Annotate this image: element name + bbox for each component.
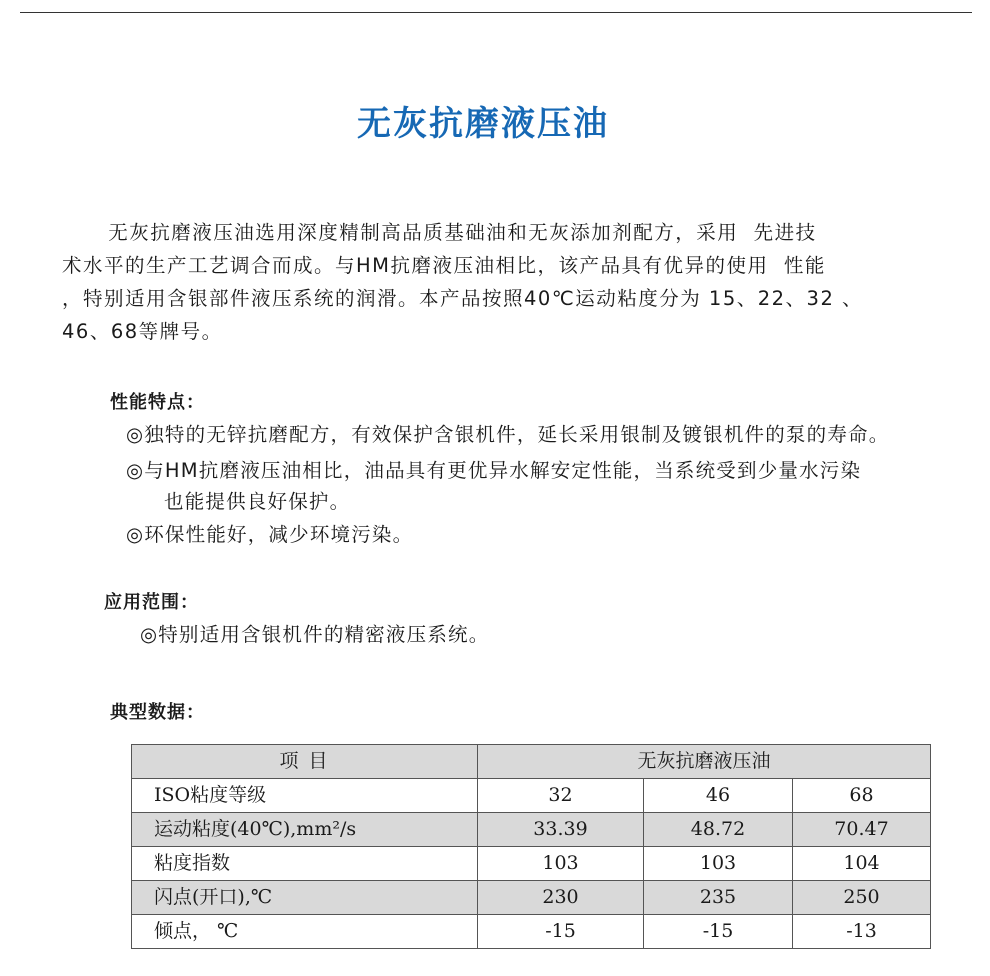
cell-value: 32 <box>478 779 644 813</box>
intro-line: 46、68等牌号。 <box>62 320 223 343</box>
cell-value: 103 <box>644 847 793 881</box>
cell-value: 230 <box>478 881 644 915</box>
cell-value: 33.39 <box>478 813 644 847</box>
feature-item: ◎独特的无锌抗磨配方，有效保护含银机件，延长采用银制及镀银机件的泵的寿命。 <box>126 423 890 446</box>
table-row <box>132 779 931 813</box>
top-divider <box>20 12 972 13</box>
header-product: 无灰抗磨液压油 <box>478 745 931 779</box>
feature-item: ◎环保性能好，减少环境污染。 <box>126 523 414 546</box>
cell-value: 46 <box>644 779 793 813</box>
cell-value: -15 <box>478 915 644 949</box>
table-row <box>132 847 931 881</box>
cell-value: -15 <box>644 915 793 949</box>
row-label: 运动粘度(40℃),mm²/s <box>132 813 478 847</box>
typical-data-table <box>131 744 931 949</box>
cell-value: 250 <box>793 881 931 915</box>
intro-paragraph <box>62 216 947 348</box>
feature-item: ◎与HM抗磨液压油相比，油品具有更优异水解安定性能，当系统受到少量水污染 <box>126 459 862 482</box>
features-heading: 性能特点： <box>110 392 205 413</box>
table-row <box>132 813 931 847</box>
intro-line: ，特别适用含银部件液压系统的润滑。本产品按照40℃运动粘度分为 15、22、32 、 <box>62 287 864 310</box>
header-item: 项 目 <box>132 745 478 779</box>
feature-item-continued: 也能提供良好保护。 <box>164 490 351 513</box>
row-label: 闪点(开口),℃ <box>132 881 478 915</box>
intro-line: 无灰抗磨液压油选用深度精制高品质基础油和无灰添加剂配方，采用 先进技 <box>62 221 817 244</box>
cell-value: -13 <box>793 915 931 949</box>
row-label: 倾点， ℃ <box>132 915 478 949</box>
cell-value: 235 <box>644 881 793 915</box>
cell-value: 68 <box>793 779 931 813</box>
cell-value: 48.72 <box>644 813 793 847</box>
table-header-row <box>132 745 931 779</box>
table-row <box>132 915 931 949</box>
cell-value: 103 <box>478 847 644 881</box>
page-title: 无灰抗磨液压油 <box>357 104 609 144</box>
table-row <box>132 881 931 915</box>
row-label: ISO粘度等级 <box>132 779 478 813</box>
cell-value: 104 <box>793 847 931 881</box>
application-heading: 应用范围： <box>104 592 199 613</box>
typical-data-heading: 典型数据： <box>110 702 205 723</box>
row-label: 粘度指数 <box>132 847 478 881</box>
cell-value: 70.47 <box>793 813 931 847</box>
intro-line: 术水平的生产工艺调合而成。与HM抗磨液压油相比，该产品具有优异的使用 性能 <box>62 254 826 277</box>
application-item: ◎特别适用含银机件的精密液压系统。 <box>140 623 490 646</box>
